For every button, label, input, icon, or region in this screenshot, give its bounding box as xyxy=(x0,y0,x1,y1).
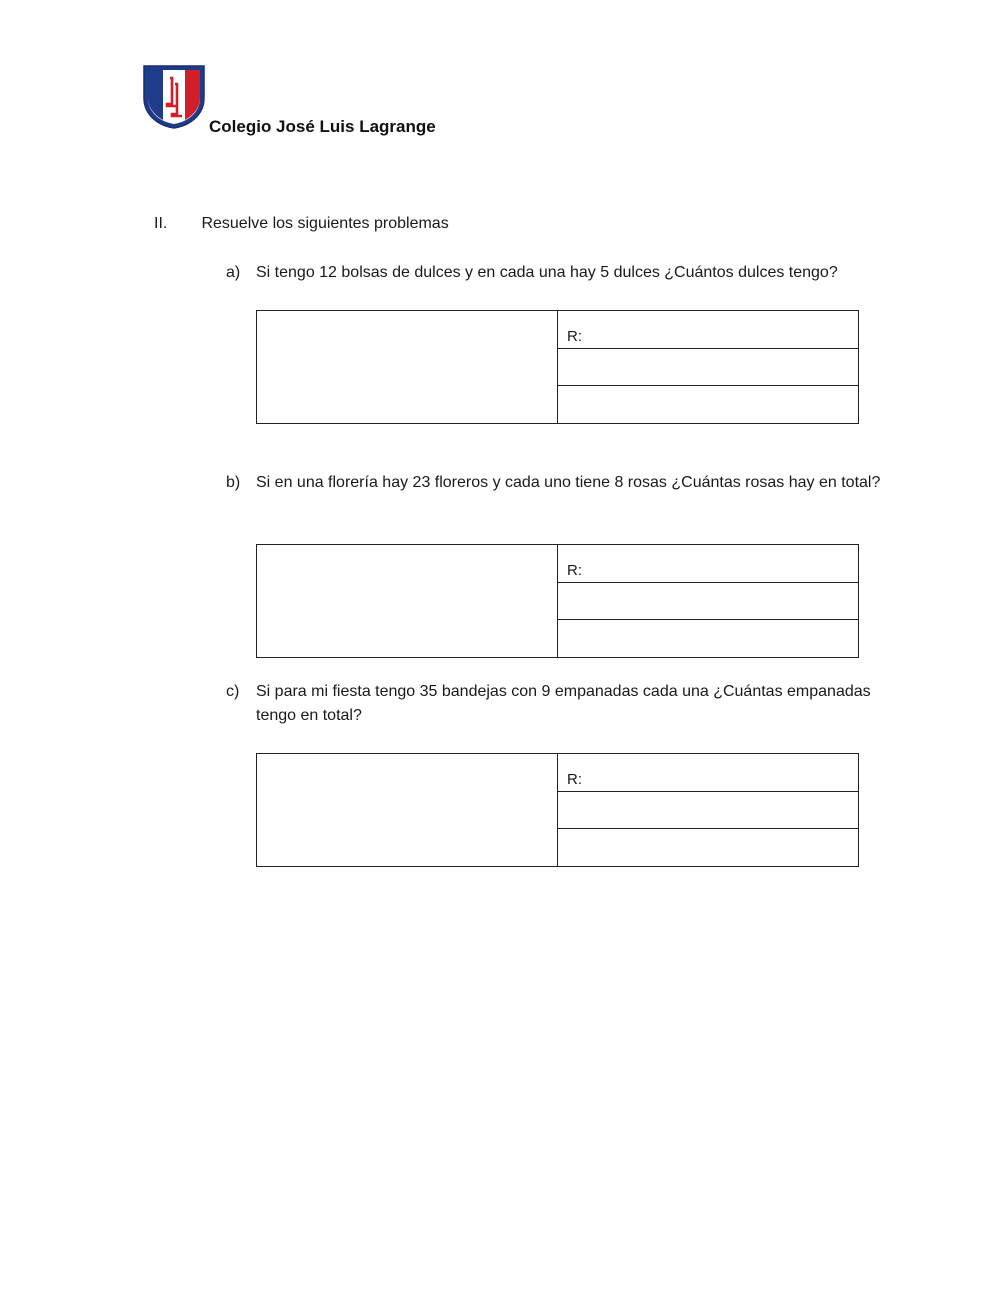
answer-row[interactable] xyxy=(558,829,858,866)
question-c xyxy=(226,680,886,728)
question-a xyxy=(226,261,886,285)
question-letter: a) xyxy=(226,264,241,281)
answer-label: R: xyxy=(567,562,582,579)
question-text: Si tengo 12 bolsas de dulces y en cada una hay 5 dulces ¿Cuántos dulces tengo? xyxy=(256,264,838,281)
answer-row[interactable] xyxy=(558,620,858,657)
school-name: Colegio José Luis Lagrange xyxy=(209,117,436,136)
answer-row[interactable] xyxy=(558,754,858,792)
answer-row[interactable] xyxy=(558,792,858,830)
question-letter: b) xyxy=(226,474,241,491)
answer-table-b xyxy=(256,544,859,658)
answer-row[interactable] xyxy=(558,545,858,583)
answer-label: R: xyxy=(567,328,582,345)
answer-row[interactable] xyxy=(558,311,858,349)
answer-row[interactable] xyxy=(558,583,858,621)
section-heading xyxy=(154,215,449,233)
question-text: Si para mi fiesta tengo 35 bandejas con 9 empanadas cada una ¿Cuántas empanadas tengo en total? xyxy=(256,683,871,724)
work-area-cell[interactable] xyxy=(257,545,558,657)
question-letter: c) xyxy=(226,683,240,700)
answer-row[interactable] xyxy=(558,386,858,423)
school-logo xyxy=(142,64,206,130)
shield-icon xyxy=(142,64,206,130)
question-text: Si en una florería hay 23 floreros y cada uno tiene 8 rosas ¿Cuántas rosas hay en total? xyxy=(256,474,881,491)
question-b xyxy=(226,471,886,495)
section-title: Resuelve los siguientes problemas xyxy=(201,215,449,232)
work-area-cell[interactable] xyxy=(257,754,558,866)
answer-label: R: xyxy=(567,771,582,788)
section-number: II. xyxy=(154,215,168,232)
answer-table-c xyxy=(256,753,859,867)
work-area-cell[interactable] xyxy=(257,311,558,423)
answer-row[interactable] xyxy=(558,349,858,387)
answer-table-a xyxy=(256,310,859,424)
